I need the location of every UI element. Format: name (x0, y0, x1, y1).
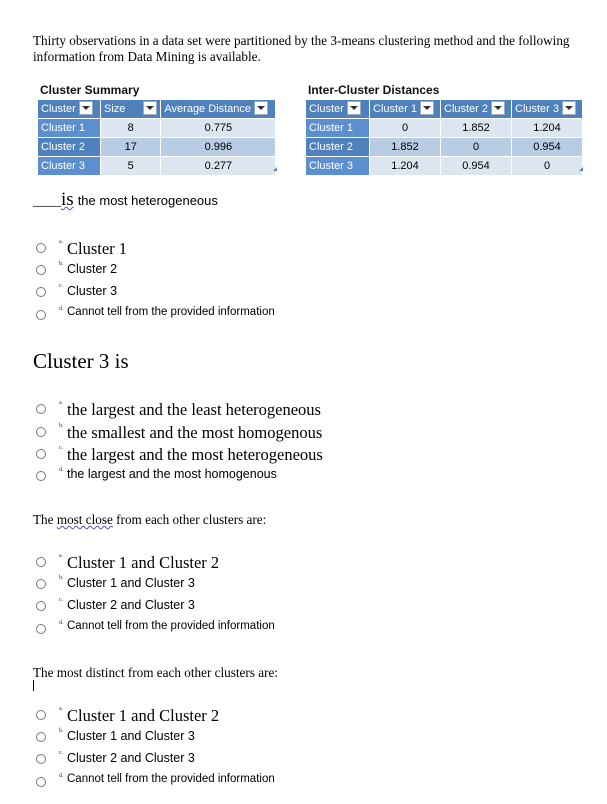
question-3-text: The most close from each other clusters are: (33, 512, 267, 527)
cell-distance: 0.954 (512, 138, 583, 157)
q4-option-d-radio[interactable] (36, 777, 46, 787)
cell-size: 5 (101, 157, 161, 176)
row-label: Cluster 1 (38, 119, 101, 138)
table-row (38, 138, 276, 157)
option-letter: a. (59, 553, 64, 559)
q3-option-a-radio[interactable] (36, 557, 46, 567)
q3-option-c-label[interactable]: Cluster 2 and Cluster 3 (67, 598, 195, 612)
q1-option-a-label[interactable]: Cluster 1 (67, 239, 128, 258)
cell-distance: 0 (370, 119, 441, 138)
option-letter: a. (59, 400, 64, 406)
table-row (306, 119, 583, 138)
q4-option-b-radio[interactable] (36, 732, 46, 742)
cell-average-distance: 0.277 (161, 157, 276, 176)
q2-option-b-radio[interactable] (36, 427, 46, 437)
header-average-distance[interactable]: Average Distance (161, 100, 276, 119)
q3-option-c-radio[interactable] (36, 601, 46, 611)
q2-option-a-radio[interactable] (36, 404, 46, 414)
q1-option-c-radio[interactable] (36, 287, 46, 297)
filter-dropdown-icon[interactable] (491, 101, 505, 115)
q1-option-d-label[interactable]: Cannot tell from the provided information (67, 306, 275, 318)
q3-option-d-label[interactable]: Cannot tell from the provided information (67, 620, 275, 632)
q1-option-b-label[interactable]: Cluster 2 (67, 262, 118, 276)
option-letter: c. (59, 283, 64, 289)
q4-option-c-radio[interactable] (36, 754, 46, 764)
table-row (38, 157, 276, 176)
filter-dropdown-icon[interactable] (254, 101, 268, 115)
row-label: Cluster 3 (38, 157, 101, 176)
q4-option-a-label[interactable]: Cluster 1 and Cluster 2 (67, 706, 220, 725)
option-letter: a. (59, 239, 64, 245)
q2-option-d-label[interactable]: the largest and the most homogenous (67, 467, 277, 481)
cell-average-distance: 0.775 (161, 119, 276, 138)
q4-option-b-label[interactable]: Cluster 1 and Cluster 3 (67, 729, 195, 743)
filter-dropdown-icon[interactable] (79, 101, 93, 115)
header-cluster-1[interactable]: Cluster 1 (370, 100, 441, 119)
table-resize-handle[interactable] (579, 167, 583, 171)
table-row (306, 157, 583, 176)
option-letter: d. (59, 306, 64, 312)
q2-option-c-label[interactable]: the largest and the most heterogeneous (67, 445, 323, 464)
q1-option-b-radio[interactable] (36, 265, 46, 275)
option-letter: c. (59, 750, 64, 756)
header-cluster[interactable]: Cluster (306, 100, 370, 119)
row-label: Cluster 1 (306, 119, 370, 138)
q2-option-b-label[interactable]: the smallest and the most homogenous (67, 423, 323, 442)
option-letter: b. (59, 261, 64, 267)
cell-average-distance: 0.996 (161, 138, 276, 157)
question-1-stem (33, 189, 218, 211)
cell-distance: 1.852 (441, 119, 512, 138)
q1-option-c-label[interactable]: Cluster 3 (67, 284, 118, 298)
filter-dropdown-icon[interactable] (143, 101, 157, 115)
header-cluster-3[interactable]: Cluster 3 (512, 100, 583, 119)
q3-option-d-radio[interactable] (36, 624, 46, 634)
question-1-is: is (61, 189, 74, 210)
filter-dropdown-icon[interactable] (347, 101, 361, 115)
header-cluster[interactable]: Cluster (38, 100, 101, 119)
header-cluster-2[interactable]: Cluster 2 (441, 100, 512, 119)
filter-dropdown-icon[interactable] (420, 101, 434, 115)
cell-size: 17 (101, 138, 161, 157)
cell-distance: 0 (441, 138, 512, 157)
header-size[interactable]: Size (101, 100, 161, 119)
option-letter: c. (59, 445, 64, 451)
q4-option-a-radio[interactable] (36, 710, 46, 720)
option-letter: b. (59, 728, 64, 734)
option-letter: d. (59, 620, 64, 626)
option-letter: a. (59, 706, 64, 712)
option-letter: b. (59, 575, 64, 581)
cell-distance: 1.852 (370, 138, 441, 157)
row-label: Cluster 2 (306, 138, 370, 157)
cell-distance: 0.954 (441, 157, 512, 176)
q4-option-c-label[interactable]: Cluster 2 and Cluster 3 (67, 751, 195, 765)
cell-distance: 1.204 (370, 157, 441, 176)
cluster-summary-table (37, 99, 276, 176)
option-letter: c. (59, 597, 64, 603)
question-1-text: the most heterogeneous (77, 193, 218, 208)
row-label: Cluster 3 (306, 157, 370, 176)
option-letter: d. (59, 773, 64, 779)
q3-option-a-label[interactable]: Cluster 1 and Cluster 2 (67, 553, 220, 572)
q2-option-a-label[interactable]: the largest and the least heterogeneous (67, 400, 321, 419)
inter-cluster-table (305, 99, 583, 176)
table-row (38, 119, 276, 138)
cell-distance: 0 (512, 157, 583, 176)
q3-option-b-label[interactable]: Cluster 1 and Cluster 3 (67, 576, 195, 590)
cell-distance: 1.204 (512, 119, 583, 138)
cell-size: 8 (101, 119, 161, 138)
answer-blank: ____ (33, 194, 61, 209)
q2-option-c-radio[interactable] (36, 449, 46, 459)
inter-cluster-title: Inter-Cluster Distances (308, 83, 440, 97)
row-label: Cluster 2 (38, 138, 101, 157)
table-row (306, 138, 583, 157)
q4-option-d-label[interactable]: Cannot tell from the provided information (67, 773, 275, 785)
cluster-summary-title: Cluster Summary (40, 83, 140, 97)
option-letter: b. (59, 423, 64, 429)
q1-option-a-radio[interactable] (36, 243, 46, 253)
question-4-text: The most distinct from each other clusters are: (33, 665, 278, 680)
q3-option-b-radio[interactable] (36, 579, 46, 589)
filter-dropdown-icon[interactable] (562, 101, 576, 115)
question-2-text: Cluster 3 is (33, 349, 129, 373)
text-cursor (33, 680, 34, 691)
option-letter: d. (59, 467, 64, 473)
table-resize-handle[interactable] (273, 167, 277, 171)
intro-text: Thirty observations in a data set were partitioned by the 3-means clustering method and the following information from Data Mining is available. (33, 33, 570, 64)
q2-option-d-radio[interactable] (36, 471, 46, 481)
q1-option-d-radio[interactable] (36, 310, 46, 320)
